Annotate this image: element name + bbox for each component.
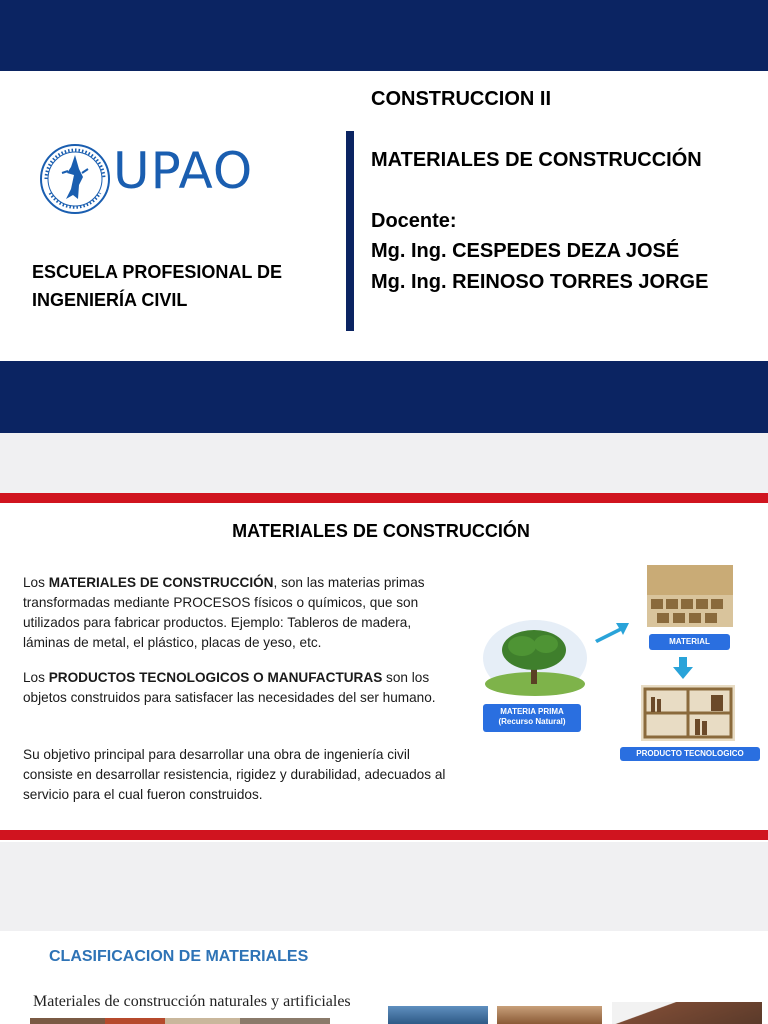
red-rule-top	[0, 493, 768, 503]
slide-title: MATERIALES DE CONSTRUCCIÓN	[232, 521, 530, 541]
paragraph-objective: Su objetivo principal para desarrollar una obra de ingeniería civil consiste en desarrollar resistencia, rigidez y durabilidad, adecuados al servicio para el cual fueron construidos.	[23, 747, 446, 802]
topic-title: MATERIALES DE CONSTRUCCIÓN	[371, 149, 702, 171]
materia-prima-badge: MATERIA PRIMA (Recurso Natural)	[483, 704, 581, 732]
vertical-divider	[346, 131, 354, 331]
teacher-label: Docente:	[371, 210, 457, 232]
slide-subtitle: Materiales de construcción naturales y artificiales	[33, 993, 351, 1010]
building-photo	[388, 1006, 488, 1024]
arrow-down-icon	[673, 657, 693, 679]
red-rule-bottom	[0, 830, 768, 840]
teacher-name: Mg. Ing. REINOSO TORRES JORGE	[371, 271, 709, 293]
school-name: ESCUELA PROFESIONAL DE INGENIERÍA CIVIL	[32, 262, 283, 310]
roof-photo	[612, 1002, 762, 1024]
bookshelf-image-icon	[641, 685, 735, 741]
upao-logo-text: UPAO	[113, 142, 254, 200]
lumber-image-icon	[647, 565, 733, 627]
slide-title: CLASIFICACION DE MATERIALES	[49, 948, 309, 965]
title-slide-bottom-band	[0, 361, 768, 433]
materials-photo-strip	[30, 1018, 330, 1024]
material-badge: MATERIAL	[649, 634, 730, 650]
bold-term: PRODUCTOS TECNOLOGICOS O MANUFACTURAS	[48, 670, 383, 685]
paragraph-materials: Los MATERIALES DE CONSTRUCCIÓN, son las materias primas transformadas mediante PROCESOS físicos o químicos, que son utilizados para fabricar productos. Ejemplo: Tableros de madera, láminas de metal, el plástico, placas de yeso, etc.	[23, 575, 425, 650]
arrow-right-up-icon	[593, 618, 631, 644]
tree-image-icon	[482, 614, 588, 696]
course-title: CONSTRUCCION II	[371, 88, 551, 110]
teacher-name: Mg. Ing. CESPEDES DEZA JOSÉ	[371, 240, 680, 262]
bold-term: MATERIALES DE CONSTRUCCIÓN	[48, 575, 274, 590]
paragraph-products: Los PRODUCTOS TECNOLOGICOS O MANUFACTURAS son los objetos construidos para satisfacer las necesidades del ser humano.	[23, 670, 436, 705]
brick-wall-photo	[497, 1006, 602, 1024]
producto-badge: PRODUCTO TECNOLOGICO	[620, 747, 760, 761]
title-slide-top-band	[0, 0, 768, 71]
